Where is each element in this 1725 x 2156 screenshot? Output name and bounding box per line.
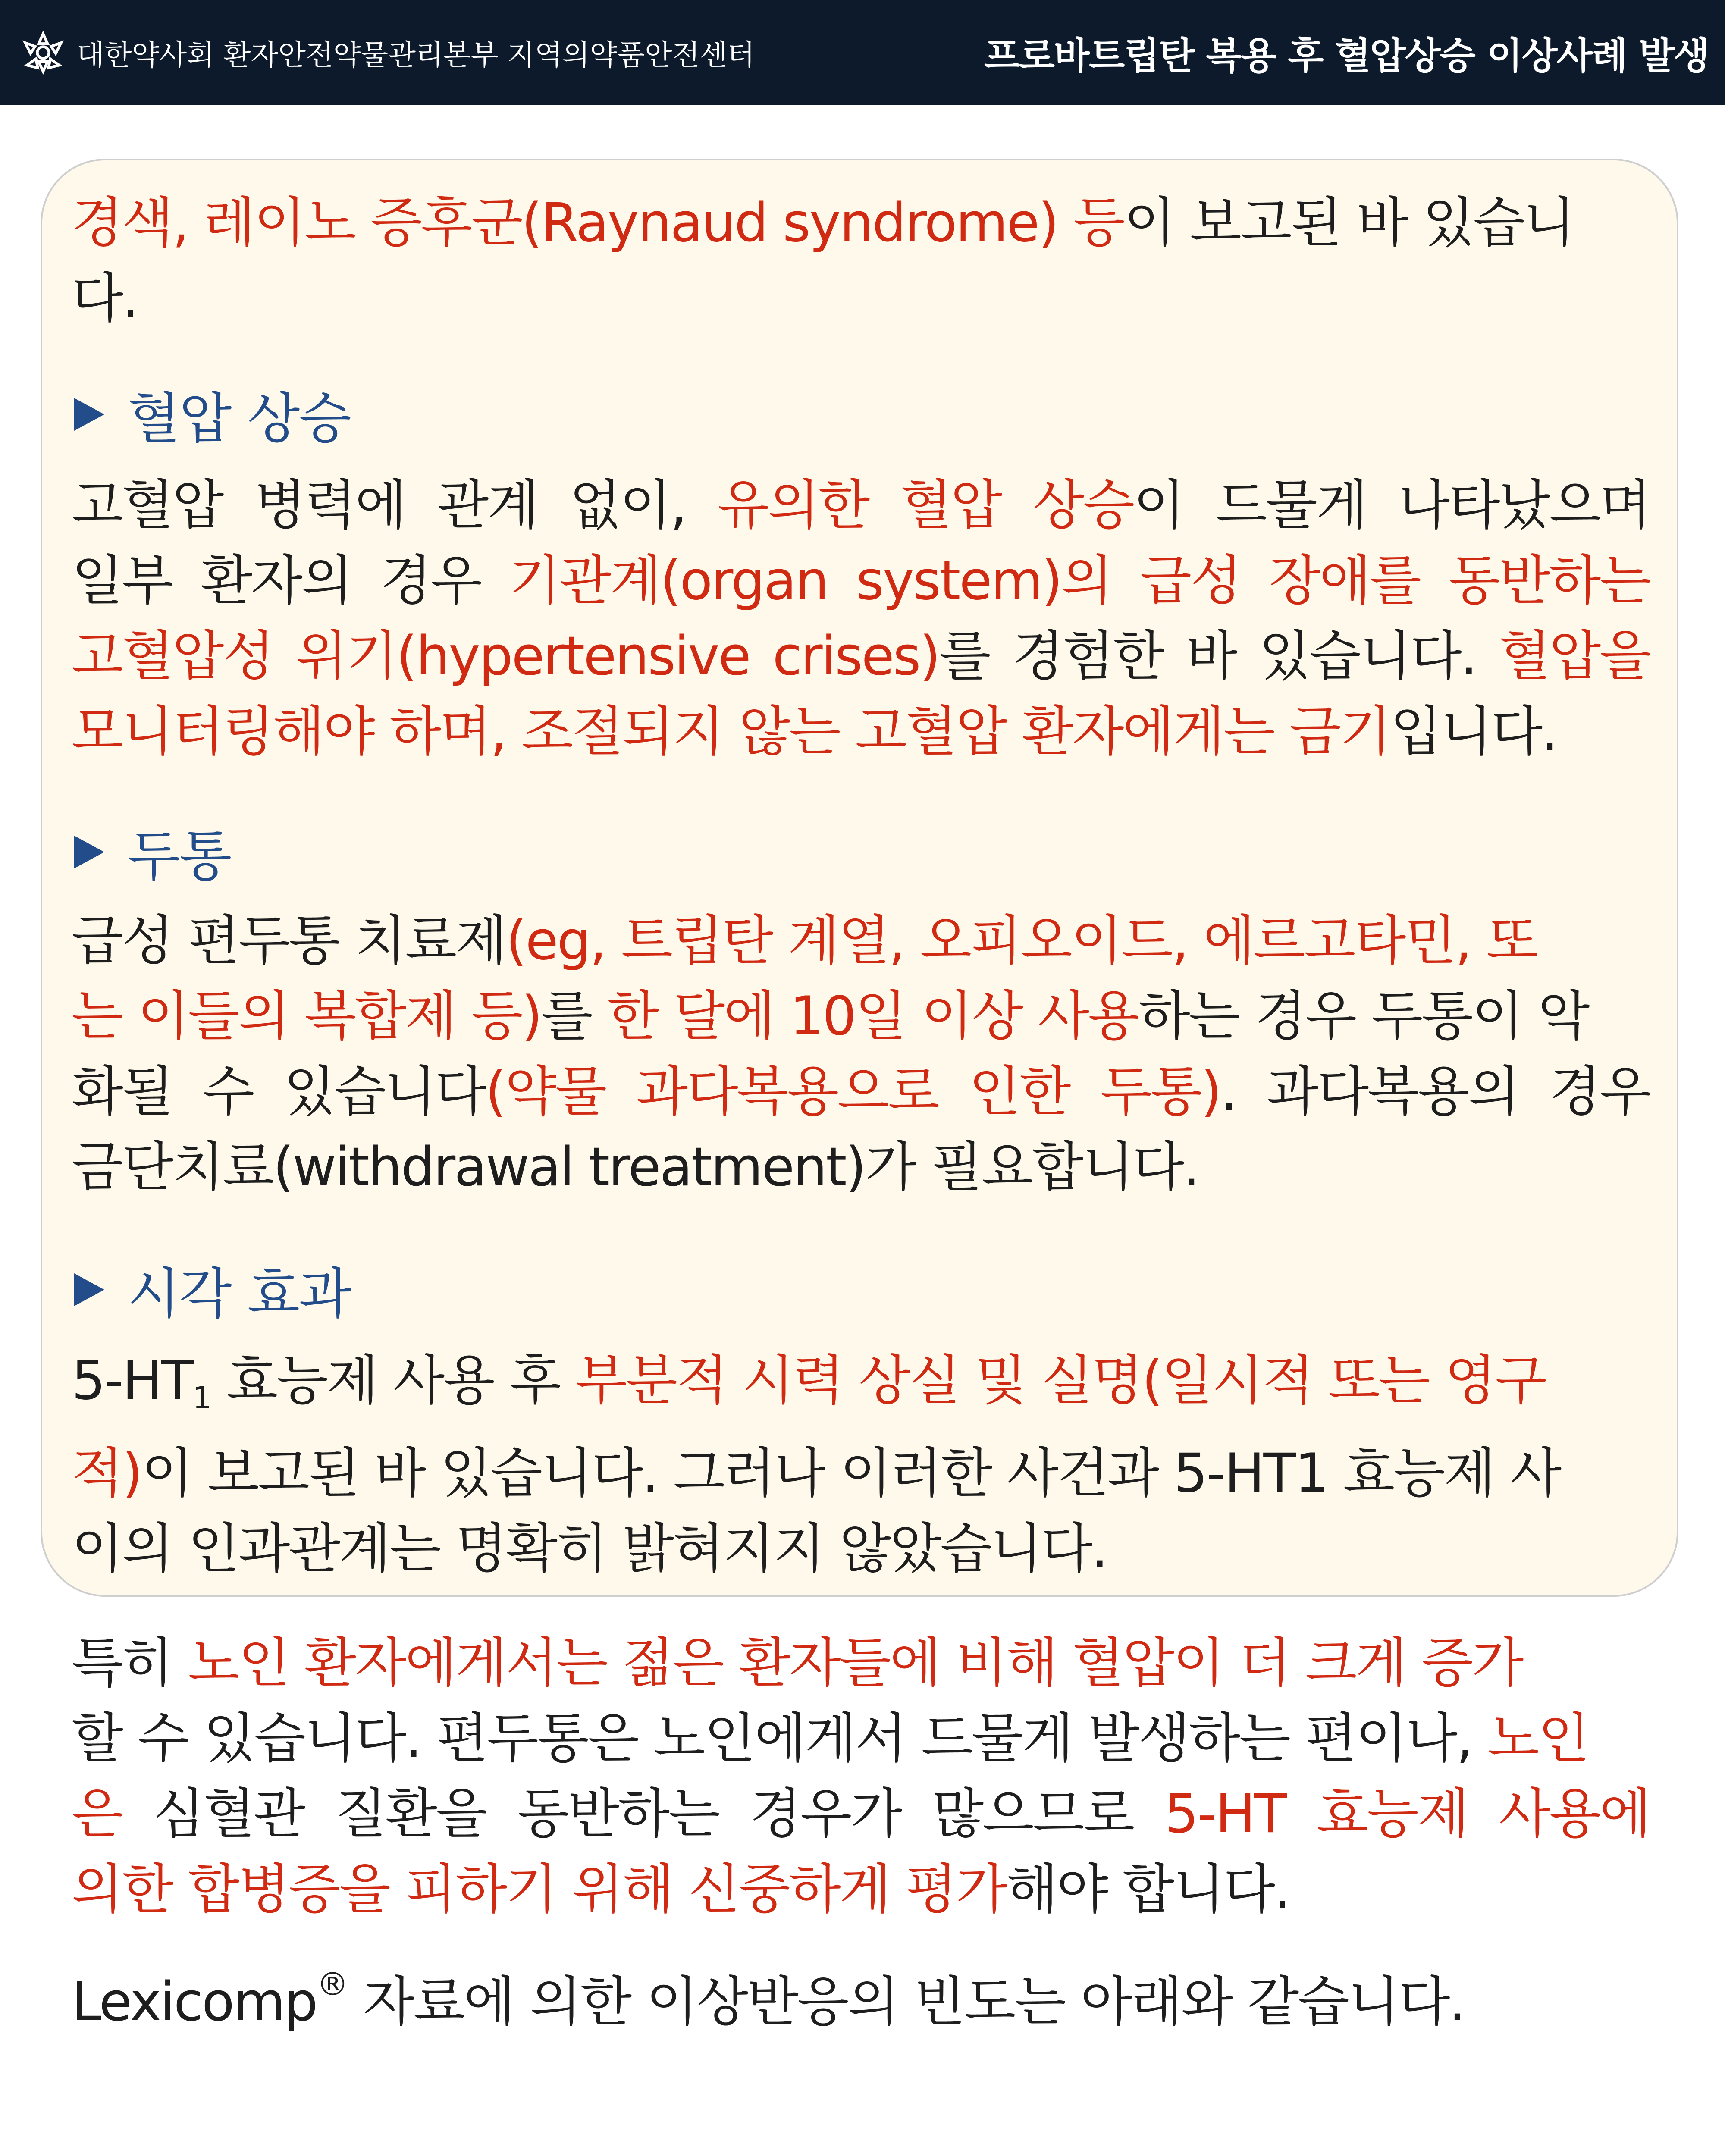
emphasis-text: 적) xyxy=(72,1442,142,1504)
text-line xyxy=(72,1343,1650,1436)
emphasis-text: (eg, 트립탄 계열, 오피오이드, 에르고타민, 또 xyxy=(506,910,1537,972)
body-text: 급성 편두통 치료제 xyxy=(72,910,506,972)
triangle-bullet-icon xyxy=(74,1273,104,1306)
body-text: 고혈압 병력에 관계 없이, xyxy=(72,474,718,536)
text-line xyxy=(72,619,1650,694)
emphasis-text: (약물 과다복용으로 인한 두통) xyxy=(485,1061,1221,1123)
text-line xyxy=(72,694,1650,770)
elderly-paragraph xyxy=(72,1626,1650,1927)
header-bar xyxy=(0,0,1725,105)
body-text: . 과다복용의 경우 xyxy=(1220,1061,1650,1123)
text-line: 다. xyxy=(72,267,138,329)
text-line xyxy=(72,1436,1650,1511)
body-text: 5-HT xyxy=(72,1350,193,1412)
text-line xyxy=(72,468,1650,543)
body-text: 일부 환자의 경우 xyxy=(72,550,509,612)
emphasis-text: 모니터링해야 하며, 조절되지 않는 고혈압 환자에게는 금기 xyxy=(72,701,1390,763)
text-line xyxy=(72,1626,1650,1701)
section-heading-blood-pressure xyxy=(74,375,351,453)
registered-mark: ® xyxy=(317,1966,348,2003)
header-org xyxy=(21,0,755,105)
section-heading-label: 시각 효과 xyxy=(128,1262,351,1326)
headache-paragraph xyxy=(72,903,1650,1205)
emphasis-text: 한 달에 10일 이상 사용 xyxy=(607,985,1138,1047)
visual-paragraph xyxy=(72,1343,1650,1587)
emphasis-text: 경색, 레이노 증후군(Raynaud syndrome) 등 xyxy=(72,192,1124,254)
body-text: 하는 경우 두통이 악 xyxy=(1138,985,1589,1047)
text-line xyxy=(72,1777,1650,1852)
body-text: 를 경험한 바 있습니다. xyxy=(939,625,1499,687)
emphasis-text: 은 xyxy=(72,1783,122,1845)
body-text: 이 드물게 나타났으며 xyxy=(1133,474,1650,536)
body-text: 이 보고된 바 있습니다. 그러나 이러한 사건과 5-HT1 효능제 사 xyxy=(141,1442,1561,1504)
pharmacist-association-logo-icon xyxy=(21,30,66,75)
body-text: 특히 xyxy=(72,1632,188,1694)
body-text: 해야 합니다. xyxy=(1006,1858,1290,1921)
section-heading-label: 두통 xyxy=(128,824,231,888)
section-heading-visual xyxy=(74,1250,351,1329)
section-heading-headache xyxy=(74,813,231,891)
body-text: Lexicomp xyxy=(72,1971,317,2033)
lexicomp-paragraph xyxy=(72,1947,1650,2040)
triangle-bullet-icon xyxy=(74,398,104,431)
text-line xyxy=(72,185,1650,261)
body-text: 효능제 사용 후 xyxy=(210,1350,576,1412)
emphasis-text: 고혈압성 위기(hypertensive crises) xyxy=(72,625,939,687)
text-line xyxy=(72,1054,1650,1130)
emphasis-text: 부분적 시력 상실 및 실명(일시적 또는 영구 xyxy=(575,1350,1546,1412)
text-line: 이의 인과관계는 명확히 밝혀지지 않았습니다. xyxy=(72,1518,1107,1580)
document-title: 프로바트립탄 복용 후 혈압상승 이상사례 발생 xyxy=(984,34,1709,78)
emphasis-text: 5-HT 효능제 사용에 xyxy=(1164,1783,1650,1845)
text-line xyxy=(72,543,1650,619)
text-line xyxy=(72,1947,1650,2040)
section-heading-label: 혈압 상승 xyxy=(128,387,351,450)
emphasis-text: 노인 환자에게서는 젊은 환자들에 비해 혈압이 더 크게 증가 xyxy=(188,1632,1523,1694)
body-text: 를 xyxy=(541,985,608,1047)
text-line xyxy=(72,979,1650,1054)
blood-pressure-paragraph xyxy=(72,468,1650,770)
text-line: 금단치료(withdrawal treatment)가 필요합니다. xyxy=(72,1136,1199,1198)
body-text: 화될 수 있습니다 xyxy=(72,1061,486,1123)
text-line xyxy=(72,903,1650,979)
emphasis-text: 기관계(organ system)의 급성 장애를 동반하는 xyxy=(509,550,1650,612)
triangle-bullet-icon xyxy=(74,836,104,868)
subscript-text: 1 xyxy=(192,1380,211,1416)
body-text: 이 보고된 바 있습니 xyxy=(1124,192,1574,254)
text-line xyxy=(72,1852,1650,1927)
emphasis-text: 혈압을 xyxy=(1499,625,1650,687)
emphasis-text: 노인 xyxy=(1487,1708,1589,1770)
body-text: 입니다. xyxy=(1390,701,1557,763)
emphasis-text: 는 이들의 복합제 등) xyxy=(72,985,541,1047)
intro-paragraph xyxy=(72,185,1650,336)
body-text: 자료에 의한 이상반응의 빈도는 아래와 같습니다. xyxy=(347,1971,1465,2033)
body-text: 할 수 있습니다. 편두통은 노인에게서 드물게 발생하는 편이나, xyxy=(72,1708,1488,1770)
emphasis-text: 의한 합병증을 피하기 위해 신중하게 평가 xyxy=(72,1858,1007,1921)
org-name: 대한약사회 환자안전약물관리본부 지역의약품안전센터 xyxy=(77,38,755,72)
text-line xyxy=(72,1701,1650,1777)
body-text: 심혈관 질환을 동반하는 경우가 많으므로 xyxy=(122,1783,1165,1845)
emphasis-text: 유의한 혈압 상승 xyxy=(717,474,1134,536)
